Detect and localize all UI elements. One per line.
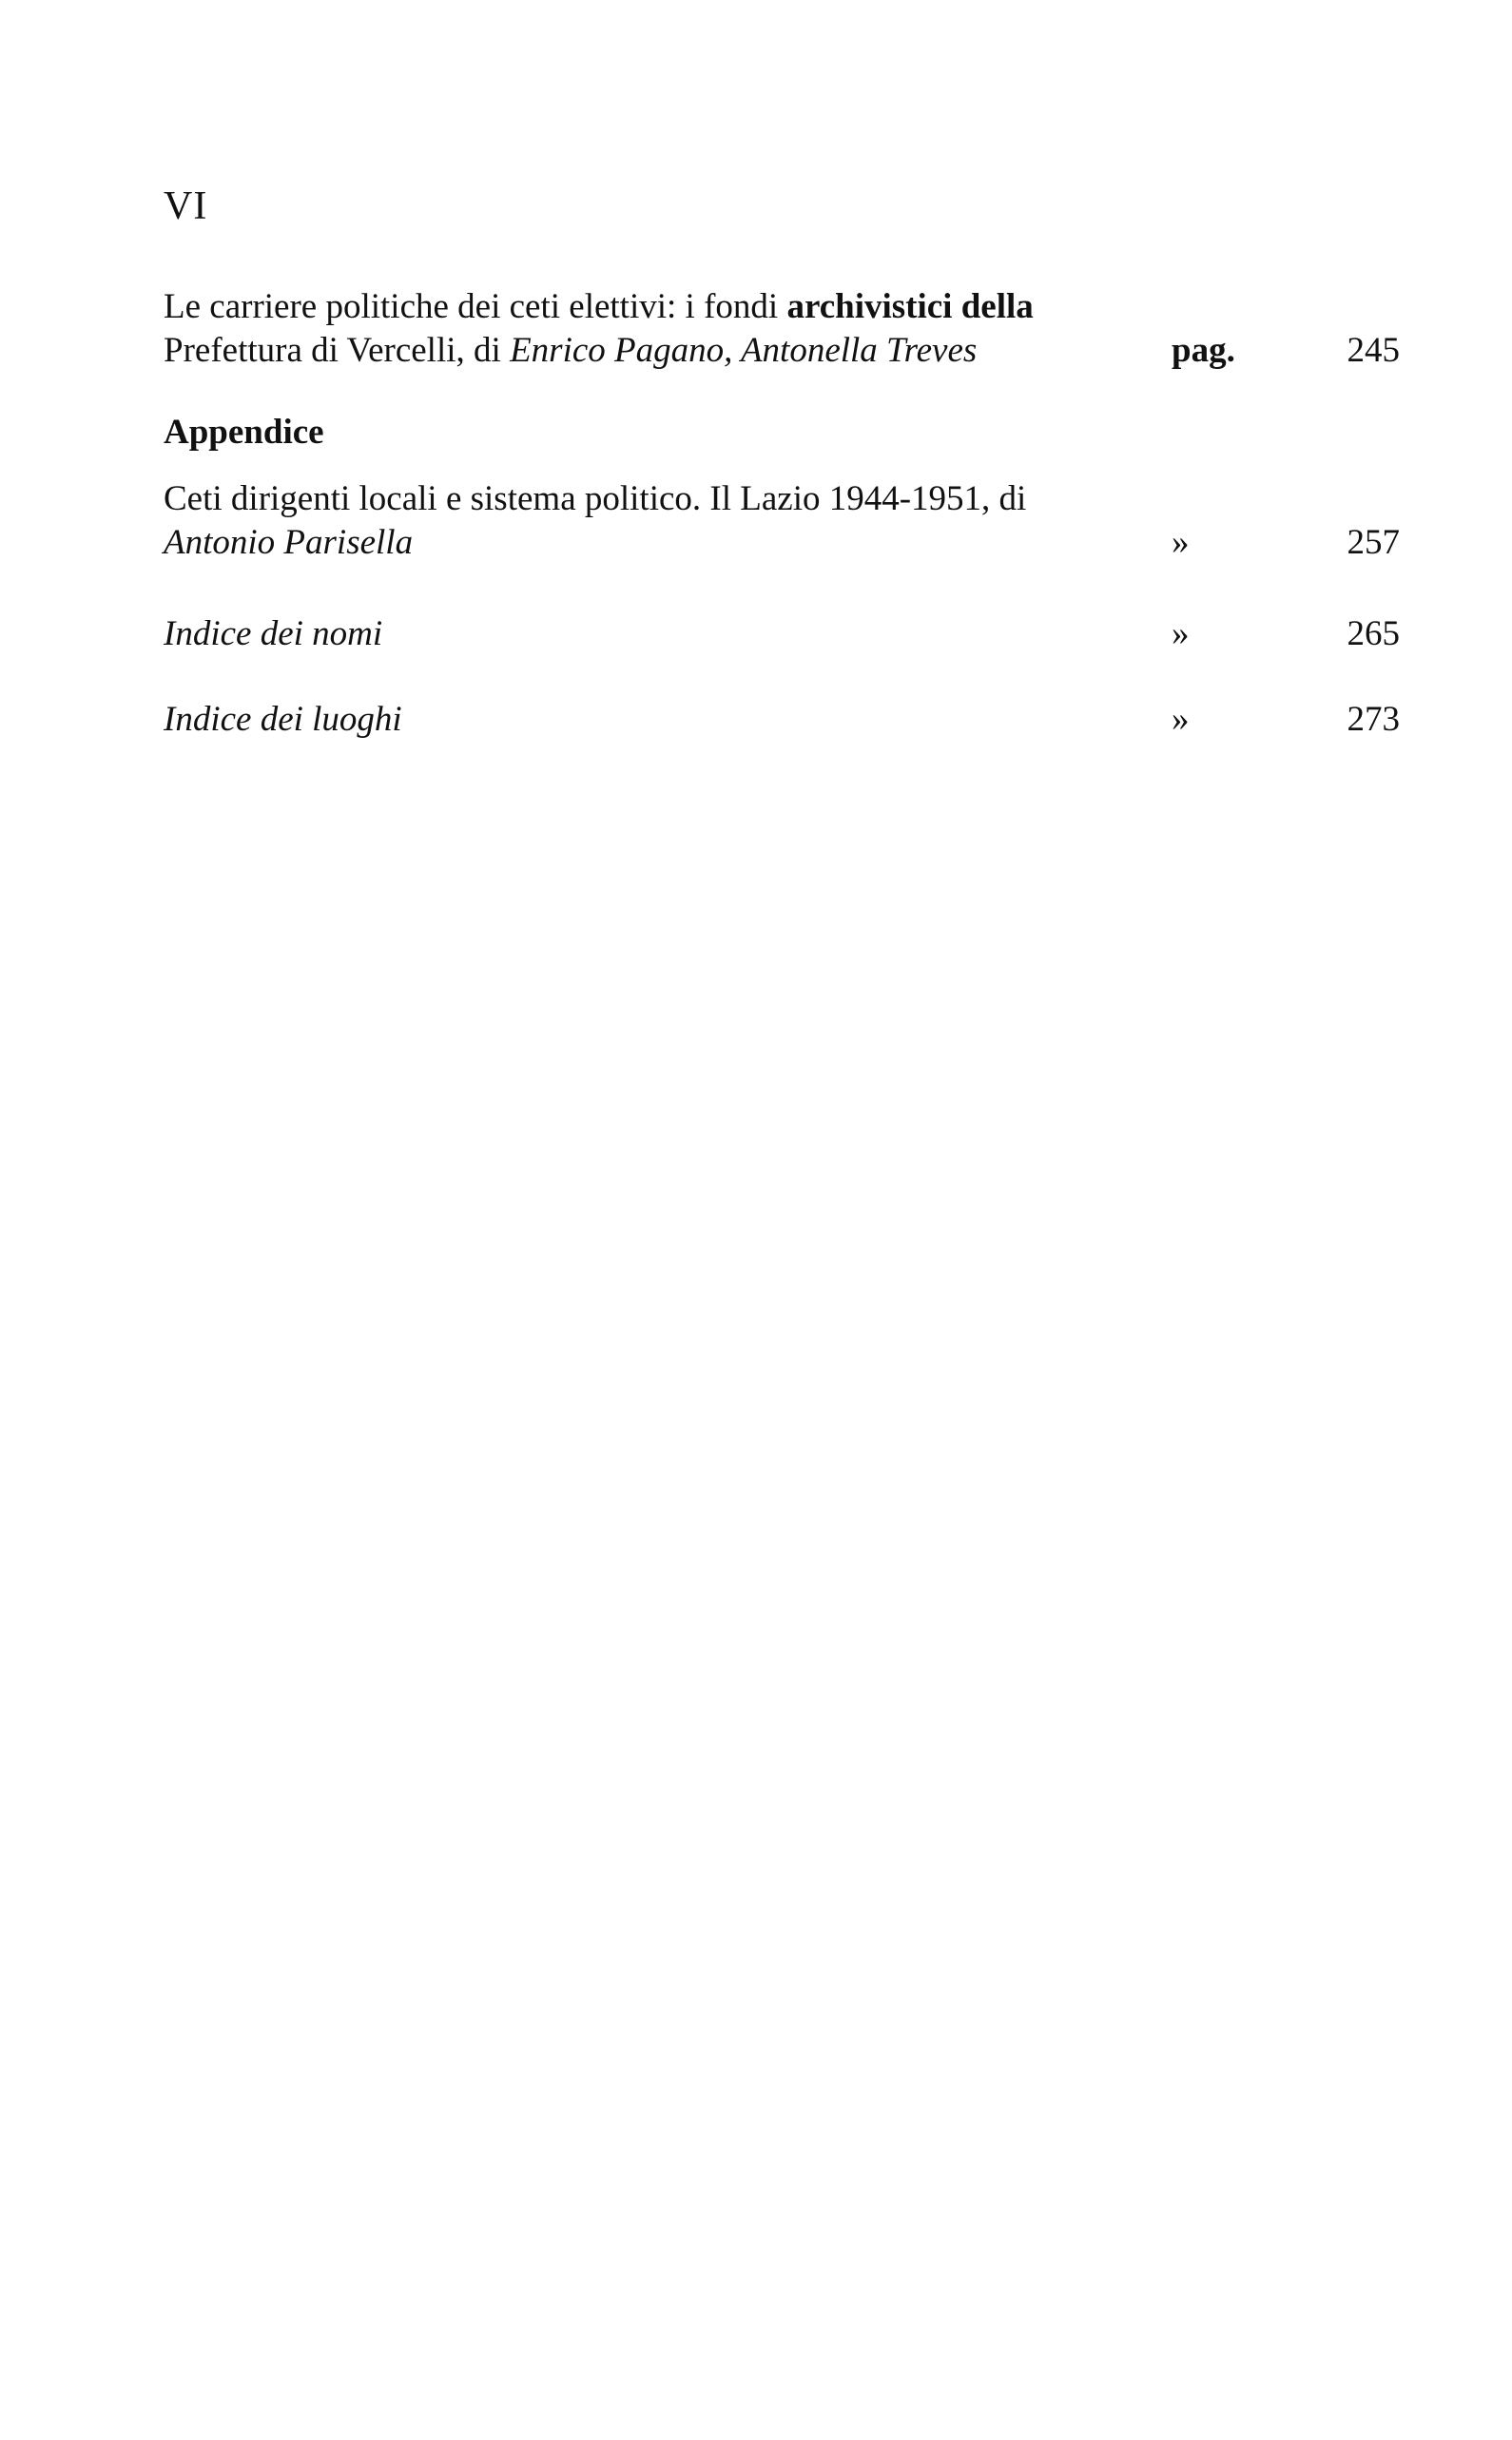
toc-entry-reference (1172, 329, 1400, 373)
toc-entry-reference (1172, 698, 1400, 742)
toc-entry-title (164, 285, 1134, 373)
toc-entry-author: Enrico Pagano, Antonella Treves (510, 331, 978, 370)
page-number: VI (164, 184, 208, 228)
toc-entry-title-text: Prefettura di Vercelli, di (164, 331, 511, 370)
toc-entry-reference (1172, 612, 1400, 656)
toc-entry-title-bold-text: archivistici della (786, 287, 1034, 326)
toc-entry-page-number: 245 (1347, 331, 1400, 370)
toc-entry-prefettura-vercelli (164, 285, 1400, 373)
toc-entry-title-line (164, 329, 1134, 373)
toc-entry-title-line (164, 477, 1134, 521)
toc-entry-title-text: Ceti dirigenti locali e sistema politico. Il Lazio 1944-1951, di (164, 479, 1027, 518)
toc-entry-title-text: Le carriere politiche dei ceti elettivi: i fondi (164, 287, 787, 326)
table-of-contents (164, 285, 1400, 742)
toc-entry-page-marker: pag. (1172, 331, 1235, 370)
section-heading-appendice: Appendice (164, 413, 324, 452)
toc-entry-lazio (164, 477, 1400, 565)
toc-entry-title (164, 612, 1134, 656)
toc-entry-page-number: 273 (1347, 700, 1400, 739)
toc-entry-page-number: 257 (1347, 523, 1400, 562)
toc-entry-indice-luoghi (164, 698, 1400, 742)
toc-entry-page-marker: » (1172, 614, 1190, 653)
toc-entry-page-marker: » (1172, 523, 1190, 562)
toc-entry-title-text: Indice dei nomi (164, 614, 383, 653)
toc-entry-reference (1172, 521, 1400, 565)
toc-entry-page-marker: » (1172, 700, 1190, 739)
toc-entry-title-line (164, 285, 1134, 329)
toc-entry-title (164, 477, 1134, 565)
toc-entry-title (164, 698, 1134, 742)
toc-entry-author: Antonio Parisella (164, 523, 414, 562)
toc-entry-title-text: Indice dei luoghi (164, 700, 402, 739)
toc-entry-page-number: 265 (1347, 614, 1400, 653)
toc-entry-indice-nomi (164, 612, 1400, 656)
